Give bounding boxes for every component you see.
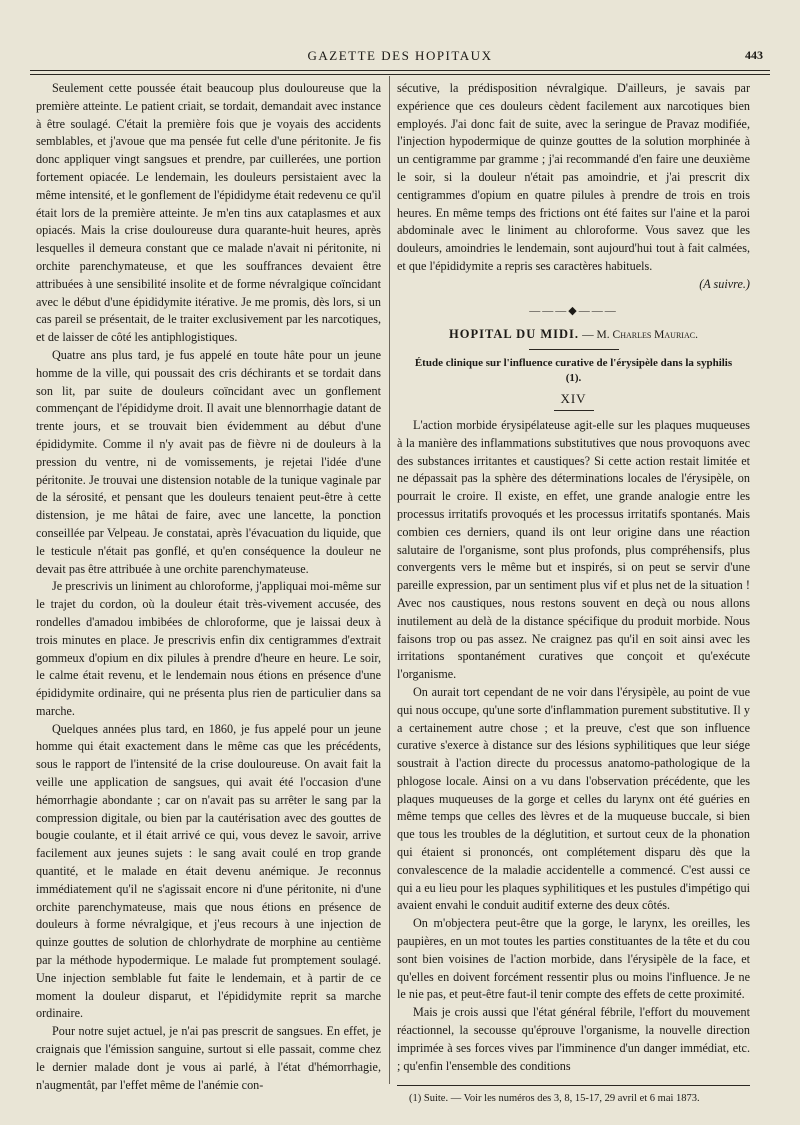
ornament-divider: ———◆——— bbox=[529, 304, 618, 317]
footnote-rule bbox=[397, 1085, 750, 1086]
paragraph: On aurait tort cependant de ne voir dans l'érysipèle, au point de vue qui nous occupe, qu'une sorte d'inflammation purement substitutive. Il y a certainement autre chose ; et la preuve, c'est que son influence curative s'exerce à distance sur des lésions syphilitiques que leur siége soustrait à l'action directe du processus anatomo-pathologique de la phlogose locale. Ainsi on a vu dans l'observation précédente, que les plaques muqueuses de la gorge et celles du larynx ont été guéries en même temps que celles des lèvres et de la muqueuse buccale, si bien que tous les troubles de la déglutition, et surtout ceux de la phonation qui étaient si prononcés, ont complétement disparu dès que la convalescence de la maladie accidentelle a commencé. C'est aussi ce qui a eu lieu pour les plaques syphilitiques et les pustules d'impétigo qui avaient envahi le conduit auditif externe des deux côtés. bbox=[397, 684, 750, 913]
paragraph: Seulement cette poussée était beaucoup plus douloureuse que la première atteinte. Le patient criait, se tordait, demandait avec instance à être soulagé. C'était la première fois que je voyais des accidents semblables, et j'avoue que ma pensée fut celle d'une péritonite. Je fis donc appliquer vingt sangsues et prendre, par cuillerées, une portion fortement opiacée. Le lendemain, les douleurs persistaient avec la même intensité, et le gonflement de l'épididyme était redevenu ce qu'il était lors de la première atteinte. Je m'en tins aux cataplasmes et aux opiacés. Mais la crise douloureuse dura quarante-huit heures, après lesquelles il demeura constant que ce malade n'avait ni péritonite, ni orchite parenchymateuse, et que les souffrances devaient être attribuées à une sensibilité insolite et de forme névralgique coïncidant avec le début d'une épididymite itérative. Je me promis, dès lors, si un cas pareil se présentait, de le traiter exclusivement par les narcotiques, et de laisser de côté les antiphlogistiques. bbox=[36, 81, 381, 345]
header-rule-thin bbox=[30, 74, 770, 75]
header-rule bbox=[30, 70, 770, 71]
paragraph: On m'objectera peut-être que la gorge, le larynx, les oreilles, les paupières, en un mot toutes les parties constituantes de la tête et du cou sont bien voisines de l'action morbide, dans l'érysipèle de la face, et qu'elles en doivent forcément ressentir plus ou moins l'influence. Je ne le nie pas, et peut-être faut-il tenir compte des effets de cette proximité. bbox=[397, 916, 750, 1002]
paragraph: Quelques années plus tard, en 1860, je fus appelé pour un jeune homme qui était exactement dans le même cas que les précédents, sous le rapport de l'intensité de la crise douloureuse. On avait fait la veille une application de sangsues, qui avait été l'occasion d'une hémorrhagie abondante ; car on n'avait pas su arrêter le sang par la compression digitale, ou bien par la cautérisation avec des gouttes de bougie coulante, et il était arrivé ce qui, vous devez le savoir, arrive facilement aux jeunes sujets : le sang avait coulé en trop grande quantité, et le malade en était devenu anémique. Je reconnus immédiatement qu'il ne s'agissait encore ni d'une péritonite, ni d'une orchite parenchymateuse, mais que nous étions en présence de douleurs à forme névralgique, et j'eus recours à une injection de quinze gouttes de solution de chlorhydrate de morphine au centième par la méthode hypodermique. Le malade fut promptement soulagé. Une injection semblable fut faite le lendemain, et à partir de ce moment la douleur disparut, et l'épididymite reprit sa marche ordinaire. bbox=[36, 721, 381, 1021]
running-head bbox=[0, 48, 800, 72]
chapter-number: XIV bbox=[560, 391, 587, 407]
to-be-continued: (A suivre.) bbox=[699, 276, 750, 291]
author-name: — M. Charles Mauriac. bbox=[582, 329, 698, 342]
chapter-rule bbox=[554, 410, 594, 411]
section-rule bbox=[529, 349, 619, 350]
paragraph: Mais je crois aussi que l'état général fébrile, l'effort du mouvement réactionnel, la secousse qu'éprouve l'organisme, la nouvelle direction imprimée à ses forces vives par l'imminence d'un danger immédiat, etc. ; qu'enfin l'ensemble des conditions bbox=[397, 1005, 750, 1073]
article-title: Étude clinique sur l'influence curative de l'érysipèle dans la syphilis (1). bbox=[414, 357, 733, 385]
hospital-name: HOPITAL DU MIDI. bbox=[449, 327, 580, 342]
right-column bbox=[397, 80, 750, 1106]
paragraph: L'action morbide érysipélateuse agit-elle sur les plaques muqueuses à la manière des inflammations substitutives que nous provoquons avec des substances irritantes et caustiques? Si cette action restait limitée et ne dépassait pas la sphère des déterminations locales de l'érysipèle, on pourrait le croire. Il existe, en effet, une grande analogie entre les processus irritatifs provoqués et les processus irritatifs spontanés. Mais combien ces derniers, quand ils ont leur origine dans une réaction salutaire de l'organisme, sont plus profonds, plus compréhensifs, plus convergents vers le même but et inspirés, si on peut se servir d'une pareille expression, par un sentiment plus vif et plus net de la situation ! Avec nos caustiques, nous restons souvent en deçà ou nous allons inutilement au delà de la distance spécifique du produit morbide. Nous faisons trop ou pas assez. Ne craignez pas qu'il en soit ainsi avec les irritations spontanément curatives que conçoit et qu'exécute l'organisme. bbox=[397, 417, 750, 682]
continued-paragraph: sécutive, la prédisposition névralgique. D'ailleurs, je savais par expérience que ces douleurs cèdent facilement aux narcotiques bien employés. J'ai donc fait de suite, avec la seringue de Pravaz modifiée, l'injection hypodermique de quinze gouttes de la solution morphinée à un centigramme par gramme ; j'ai recommandé d'en faire une deuxième le soir, si la douleur n'était pas amoindrie, et j'ai prescrit dix centigrammes d'opium en quatre pilules à prendre de trois en trois heures. En même temps des frictions ont été faites sur l'aine et la paroi abdominale avec le liniment au chloroforme. Vous savez que les douleurs, amoindries le lendemain, sont aujourd'hui tout à fait calmées, et que l'épididymite a repris ses caractères habituels. bbox=[397, 81, 750, 273]
paragraph: Je prescrivis un liniment au chloroforme, j'appliquai moi-même sur le trajet du cordon, où la douleur était très-vivement accusée, des rondelles d'amadou imbibées de chloroforme, que je laissai deux à trois minutes en place. Je prescrivis enfin dix centigrammes d'extrait gommeux d'opium en dix pilules à prendre d'heure en heure. Le soir, le calme était revenu, et le lendemain nous étions en présence d'une épididymite ordinaire, qui ne présenta plus rien de particulier dans sa marche. bbox=[36, 579, 381, 718]
section-heading bbox=[397, 326, 750, 345]
left-column bbox=[36, 80, 381, 1094]
footnote: (1) Suite. — Voir les numéros des 3, 8, 15-17, 29 avril et 6 mai 1873. bbox=[409, 1093, 700, 1105]
column-divider bbox=[389, 76, 390, 1084]
journal-title: GAZETTE DES HOPITAUX bbox=[307, 48, 493, 63]
paragraph: Pour notre sujet actuel, je n'ai pas prescrit de sangsues. En effet, je craignais que l'émission sanguine, surtout si elle passait, comme chez le dernier malade dont je vous ai parlé, à l'état d'hémorrhagie, n'augmentât, par l'effet même de l'anémie con- bbox=[36, 1024, 381, 1092]
paragraph: Quatre ans plus tard, je fus appelé en toute hâte pour un jeune homme de la ville, qui poussait des cris déchirants et se tordait dans son lit, par suite de douleurs coïncidant avec un gonflement commençant de l'épididyme droit. Il avait une blennorrhagie datant de trente jours, et se trouvait bien évidemment au début d'une épididymite. Comme il n'y avait pas de fièvre ni de douleurs à la pression du ventre, ni de vomissements, je rejetai l'idée d'une péritonite. Je trouvai une distension notable de la tunique vaginale par de la sérosité, et pensant que les douleurs tenaient peut-être à cette distension, je me hâtai de faire, avec une lancette, la ponction conseillée par Velpeau. Je constatai, après l'évacuation du liquide, que le testicule n'était pas gonflé, et qu'en conséquence la douleur ne devait pas être attribuée à une orchite parenchymateuse. bbox=[36, 347, 381, 576]
page-number: 443 bbox=[745, 48, 763, 62]
